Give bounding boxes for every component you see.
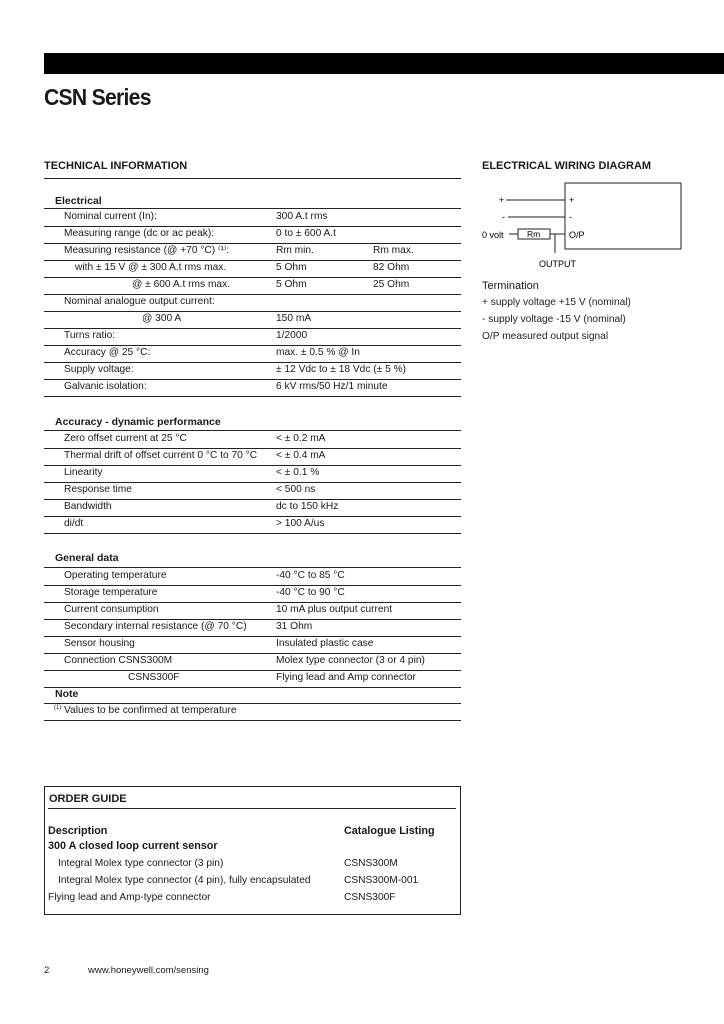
page-title: CSN Series: [44, 84, 151, 110]
row-value: max. ± 0.5 % @ In: [276, 347, 360, 358]
table-row: [44, 670, 461, 688]
row-value-max: Rm max.: [373, 245, 414, 256]
order-guide-box: [44, 786, 461, 915]
row-value: -40 °C to 85 °C: [276, 570, 345, 581]
wiring-diagram-heading: ELECTRICAL WIRING DIAGRAM: [482, 160, 652, 172]
row-label: Thermal drift of offset current 0 °C to 70 °C: [64, 450, 258, 461]
footer-url[interactable]: www.honeywell.com/sensing: [88, 965, 209, 976]
table-row: [44, 482, 461, 500]
table-row: [44, 465, 461, 483]
wiring-diagram: [482, 180, 682, 280]
table-row: [44, 362, 461, 380]
rm-label: Rm: [527, 229, 541, 239]
row-value: 5 Ohm: [276, 279, 307, 290]
termination-line: + supply voltage +15 V (nominal): [482, 297, 631, 308]
table-row: [44, 516, 461, 534]
minus-label: -: [502, 212, 505, 222]
table-row: [44, 328, 461, 346]
electrical-heading: Electrical: [55, 195, 102, 207]
row-label: Response time: [64, 484, 132, 495]
row-value: dc to 150 kHz: [276, 501, 339, 512]
order-item-description: Integral Molex type connector (4 pin), fully encapsulated: [58, 875, 311, 886]
output-label: OUTPUT: [539, 259, 576, 269]
row-value: > 100 A/us: [276, 518, 325, 529]
op-label: O/P: [569, 230, 585, 240]
row-value-max: 25 Ohm: [373, 279, 410, 290]
table-row: [44, 226, 461, 244]
row-value: 0 to ± 600 A.t: [276, 228, 336, 239]
order-guide-heading: ORDER GUIDE: [49, 793, 127, 805]
table-row: [44, 345, 461, 363]
catalogue-column-header: Catalogue Listing: [344, 825, 435, 837]
table-row: [44, 379, 461, 397]
note-text: Values to be confirmed at temperature: [64, 705, 237, 716]
row-label: @ ± 600 A.t rms max.: [132, 279, 231, 290]
row-value: 1/2000: [276, 330, 308, 341]
row-value: 150 mA: [276, 313, 312, 324]
row-label: with ± 15 V @ ± 300 A.t rms max.: [75, 262, 227, 273]
description-column-header: Description: [48, 825, 108, 837]
row-value: 6 kV rms/50 Hz/1 minute: [276, 381, 388, 392]
plus-label: +: [499, 195, 505, 205]
row-value: 300 A.t rms: [276, 211, 328, 222]
order-item-description: Flying lead and Amp-type connector: [48, 892, 211, 903]
row-label: CSNS300F: [128, 672, 180, 683]
termination-line: O/P measured output signal: [482, 331, 609, 342]
row-label: Supply voltage:: [64, 364, 134, 375]
table-row: [44, 653, 461, 671]
row-label: Sensor housing: [64, 638, 135, 649]
row-label: Storage temperature: [64, 587, 158, 598]
row-label: Secondary internal resistance (@ 70 °C): [64, 621, 247, 632]
note-marker: (1): [54, 705, 62, 711]
order-guide-rule: [48, 808, 456, 809]
row-value: < ± 0.2 mA: [276, 433, 326, 444]
table-row: [44, 277, 461, 295]
terminal-minus-label: -: [569, 212, 572, 222]
row-label: Connection CSNS300M: [64, 655, 173, 666]
termination-heading: Termination: [482, 280, 539, 292]
terminal-plus-label: +: [569, 195, 575, 205]
note-row: [44, 703, 461, 721]
table-row: [44, 311, 461, 329]
section-divider: [44, 178, 461, 179]
row-value: 5 Ohm: [276, 262, 307, 273]
row-label: Galvanic isolation:: [64, 381, 147, 392]
termination-line: - supply voltage -15 V (nominal): [482, 314, 626, 325]
page-number: 2: [44, 965, 50, 976]
accuracy-heading: Accuracy - dynamic performance: [55, 416, 221, 428]
row-label: Zero offset current at 25 °C: [64, 433, 187, 444]
header-bar: [44, 53, 724, 74]
row-label: Bandwidth: [64, 501, 112, 512]
table-row: [44, 448, 461, 466]
row-value: -40 °C to 90 °C: [276, 587, 345, 598]
row-label: @ 300 A: [142, 313, 182, 324]
table-row: [44, 619, 461, 637]
row-value: 10 mA plus output current: [276, 604, 393, 615]
row-label: Nominal current (In):: [64, 211, 157, 222]
product-name: 300 A closed loop current sensor: [48, 840, 218, 852]
row-label: di/dt: [64, 518, 84, 529]
order-item-description: Integral Molex type connector (3 pin): [58, 858, 224, 869]
table-row: [44, 260, 461, 278]
row-value: < ± 0.1 %: [276, 467, 320, 478]
table-row: [44, 636, 461, 654]
table-row: [44, 294, 461, 312]
row-value-max: 82 Ohm: [373, 262, 410, 273]
note-heading: Note: [55, 688, 79, 700]
row-value: Insulated plastic case: [276, 638, 374, 649]
row-label: Measuring range (dc or ac peak):: [64, 228, 215, 239]
row-label: Nominal analogue output current:: [64, 296, 215, 307]
row-label: Current consumption: [64, 604, 159, 615]
row-label: Accuracy @ 25 °C:: [64, 347, 151, 358]
row-label: Turns ratio:: [64, 330, 116, 341]
table-row: [44, 209, 461, 227]
row-value: ± 12 Vdc to ± 18 Vdc (± 5 %): [276, 364, 407, 375]
row-label: Operating temperature: [64, 570, 167, 581]
table-row: [44, 499, 461, 517]
row-value: Flying lead and Amp connector: [276, 672, 416, 683]
technical-information-heading: TECHNICAL INFORMATION: [44, 160, 188, 172]
general-data-heading: General data: [55, 552, 119, 564]
table-row: [44, 568, 461, 586]
row-value: 31 Ohm: [276, 621, 313, 632]
row-value: < ± 0.4 mA: [276, 450, 326, 461]
table-row: [44, 431, 461, 449]
order-item-catalogue: CSNS300M: [344, 858, 398, 869]
table-row: [44, 585, 461, 603]
row-value: Rm min.: [276, 245, 314, 256]
row-value: Molex type connector (3 or 4 pin): [276, 655, 425, 666]
row-label: Linearity: [64, 467, 103, 478]
table-row: [44, 602, 461, 620]
order-item-catalogue: CSNS300F: [344, 892, 396, 903]
row-value: < 500 ns: [276, 484, 316, 495]
table-row: [44, 243, 461, 261]
order-item-catalogue: CSNS300M-001: [344, 875, 419, 886]
zero-volt-label: 0 volt: [482, 230, 504, 240]
row-label: Measuring resistance (@ +70 °C) ⁽¹⁾:: [64, 245, 230, 256]
